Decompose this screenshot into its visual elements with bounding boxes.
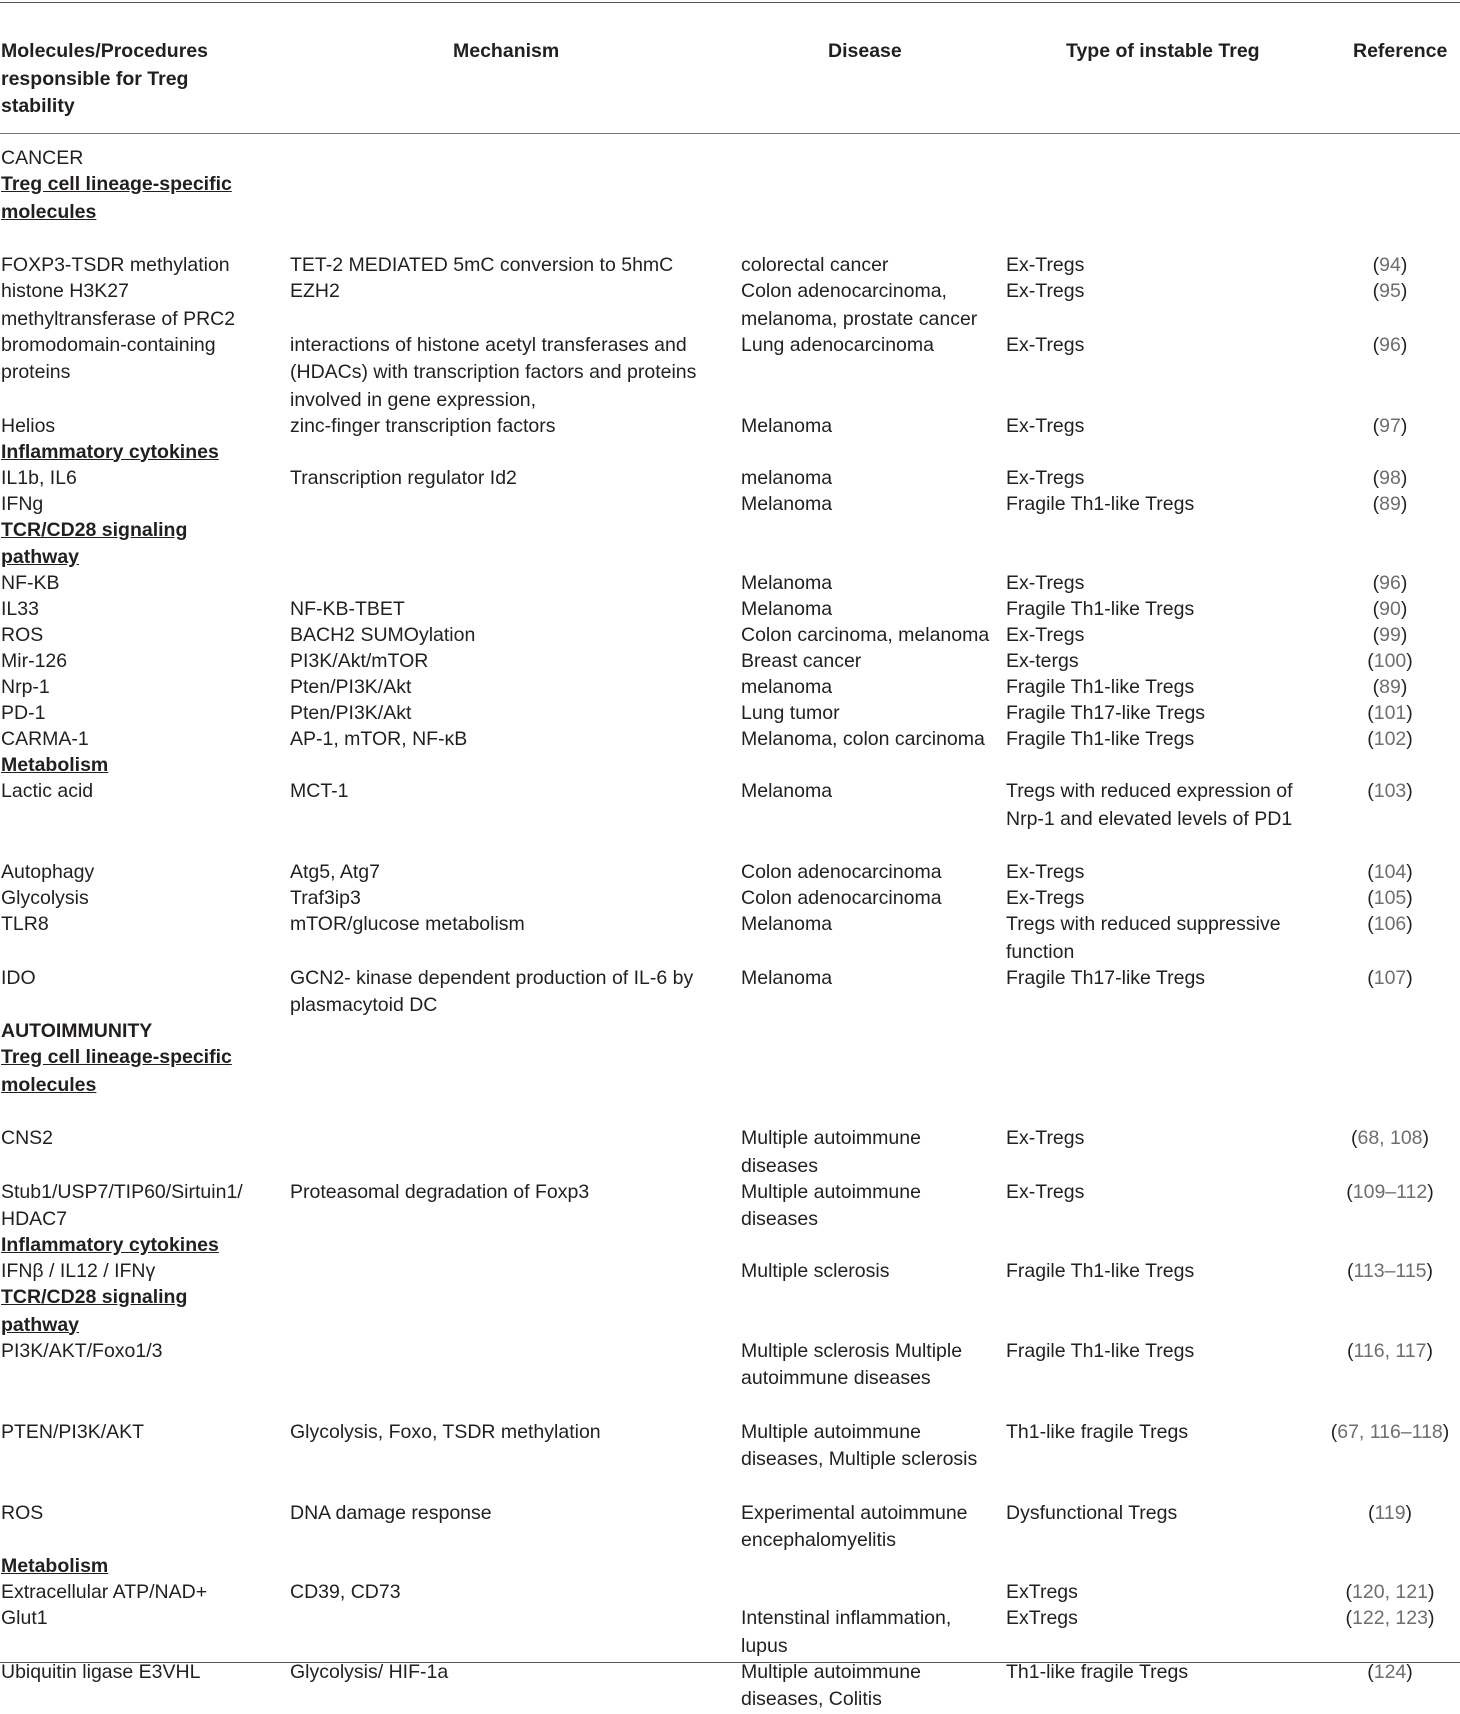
heading-text: CANCER <box>1 147 84 169</box>
paren: ( <box>1372 676 1380 698</box>
table-row <box>0 885 1460 913</box>
paren: ) <box>1400 414 1408 437</box>
cell-treg-type: Ex-Tregs <box>1006 333 1085 356</box>
cell-treg-type: ExTregs <box>1006 1581 1078 1603</box>
cell-treg-type: Tregs with reduced expression of Nrp-1 and elevated levels of PD1 <box>1006 780 1293 830</box>
subsection-heading <box>0 171 1460 254</box>
cell-treg-type: Fragile Th1-like Tregs <box>1006 1339 1195 1362</box>
cell-disease: Breast cancer <box>741 650 862 672</box>
paren: ) <box>1427 1581 1435 1603</box>
heading-text: Inflammatory cytokines <box>1 1234 219 1256</box>
cell-disease: Colon adenocarcinoma, melanoma, prostate cancer <box>741 280 978 330</box>
cell-disease: Intenstinal inflammation, lupus <box>741 1607 952 1657</box>
cell-disease: Colon adenocarcinoma <box>741 887 942 909</box>
cell-reference <box>1320 965 1460 993</box>
paren: ( <box>1346 1339 1354 1362</box>
cell-molecule: Lactic acid <box>1 780 94 802</box>
reference-numbers: 120, 121 <box>1352 1581 1428 1603</box>
cell-mechanism: GCN2- kinase dependent production of IL-6 by plasmacytoid DC <box>290 966 694 1016</box>
cell-treg-type: Fragile Th1-like Tregs <box>1006 598 1195 620</box>
cell-disease: Multiple sclerosis Multiple autoimmune diseases <box>741 1339 963 1389</box>
cell-reference <box>1320 1579 1460 1607</box>
heading-text: Treg cell lineage-specific molecules <box>1 1046 232 1096</box>
reference-numbers: 119 <box>1374 1501 1406 1524</box>
cell-disease: Colon carcinoma, melanoma <box>741 624 990 646</box>
cell-disease: Experimental autoimmune encephalomyelitis <box>741 1501 968 1551</box>
cell-mechanism: Glycolysis, Foxo, TSDR methylation <box>290 1420 601 1443</box>
reference-numbers: 96 <box>1379 333 1401 356</box>
paren: ) <box>1406 861 1413 883</box>
cell-treg-type: Fragile Th1-like Tregs <box>1006 728 1195 750</box>
subsection-heading <box>0 1553 1460 1581</box>
cell-reference <box>1320 1419 1460 1447</box>
paren: ( <box>1372 624 1380 646</box>
table-row <box>0 278 1460 333</box>
table-row <box>0 726 1460 754</box>
reference-numbers: 89 <box>1379 676 1401 698</box>
cell-reference <box>1320 1500 1460 1528</box>
cell-reference <box>1320 465 1460 493</box>
cell-mechanism: Traf3ip3 <box>290 887 361 909</box>
cell-reference <box>1320 278 1460 306</box>
table-row <box>0 700 1460 728</box>
cell-mechanism: CD39, CD73 <box>290 1581 401 1603</box>
paren: ( <box>1372 333 1380 356</box>
cell-molecule: PD-1 <box>1 702 46 724</box>
cell-disease: Multiple autoimmune diseases <box>741 1127 921 1177</box>
cell-mechanism: mTOR/glucose metabolism <box>290 913 525 935</box>
paren: ) <box>1405 1501 1413 1524</box>
cell-molecule: PTEN/PI3K/AKT <box>1 1420 145 1443</box>
paren: ( <box>1367 913 1374 935</box>
paren: ) <box>1406 887 1413 909</box>
header-molecules: Molecules/Procedures responsible for Treg stability <box>1 40 208 117</box>
cell-disease: Multiple autoimmune diseases, Colitis <box>741 1660 921 1710</box>
table-row <box>0 778 1460 861</box>
header-mechanism: Mechanism <box>453 40 560 62</box>
section-heading <box>0 145 1460 173</box>
paren: ) <box>1406 702 1413 724</box>
cell-reference <box>1320 1258 1460 1286</box>
cell-molecule: Nrp-1 <box>1 676 50 698</box>
cell-treg-type: Ex-Tregs <box>1006 280 1085 302</box>
cell-mechanism: NF-KB-TBET <box>290 598 405 620</box>
reference-numbers: 124 <box>1373 1660 1407 1683</box>
paren: ( <box>1330 1420 1338 1443</box>
heading-text: TCR/CD28 signaling pathway <box>1 1286 188 1336</box>
cell-disease: Melanoma <box>741 492 833 515</box>
table-row <box>0 965 1460 1020</box>
cell-treg-type: Ex-Tregs <box>1006 1180 1085 1203</box>
table-row <box>0 332 1460 415</box>
reference-numbers: 89 <box>1379 492 1401 515</box>
table-row <box>0 648 1460 676</box>
table-row <box>0 491 1460 519</box>
cell-molecule: IDO <box>1 966 36 989</box>
cell-treg-type: Th1-like fragile Tregs <box>1006 1660 1189 1683</box>
paren: ( <box>1372 254 1380 276</box>
table-row <box>0 1338 1460 1421</box>
paren: ( <box>1372 466 1380 489</box>
paren: ( <box>1350 1127 1358 1149</box>
table-row <box>0 622 1460 650</box>
reference-numbers: 96 <box>1379 572 1401 594</box>
heading-text: TCR/CD28 signaling pathway <box>1 518 188 568</box>
paren: ) <box>1426 1260 1434 1282</box>
cell-molecule: FOXP3-TSDR methylation <box>1 254 230 276</box>
cell-mechanism: Transcription regulator Id2 <box>290 466 517 489</box>
table-row <box>0 1419 1460 1502</box>
paren: ) <box>1406 780 1413 802</box>
reference-numbers: 97 <box>1379 414 1401 437</box>
cell-molecule: bromodomain-containing proteins <box>1 333 216 383</box>
cell-disease: Melanoma <box>741 913 833 935</box>
heading-text: Inflammatory cytokines <box>1 440 219 463</box>
cell-disease: Melanoma, colon carcinoma <box>741 728 985 750</box>
cell-reference <box>1320 1125 1460 1153</box>
paren: ) <box>1406 913 1413 935</box>
cell-reference <box>1320 1338 1460 1366</box>
cell-disease: Melanoma <box>741 966 833 989</box>
cell-mechanism: AP-1, mTOR, NF-κB <box>290 728 468 750</box>
table-row <box>0 1605 1460 1660</box>
cell-molecule: Ubiquitin ligase E3VHL <box>1 1660 201 1683</box>
cell-treg-type: Fragile Th1-like Tregs <box>1006 1260 1195 1282</box>
paren: ) <box>1400 333 1408 356</box>
cell-reference <box>1320 413 1460 441</box>
cell-disease: melanoma <box>741 466 833 489</box>
heading-text: Treg cell lineage-specific molecules <box>1 173 232 223</box>
paren: ) <box>1406 1660 1413 1683</box>
header-reference: Reference <box>1353 40 1448 62</box>
paren: ( <box>1367 650 1374 672</box>
cell-molecule: Extracellular ATP/NAD+ <box>1 1581 208 1603</box>
cell-molecule: Glut1 <box>1 1607 48 1629</box>
cell-disease: Multiple sclerosis <box>741 1260 890 1282</box>
paren: ( <box>1367 1501 1375 1524</box>
cell-mechanism: PI3K/Akt/mTOR <box>290 650 429 672</box>
cell-disease: Melanoma <box>741 414 833 437</box>
cell-molecule: Stub1/USP7/TIP60/Sirtuin1/ HDAC7 <box>1 1180 243 1230</box>
table-row <box>0 1258 1460 1286</box>
cell-reference <box>1320 1605 1460 1633</box>
paren: ( <box>1367 702 1374 724</box>
cell-molecule: NF-KB <box>1 572 60 594</box>
cell-treg-type: Ex-Tregs <box>1006 572 1085 594</box>
paren: ( <box>1372 572 1380 594</box>
subsection-heading <box>0 517 1460 572</box>
cell-mechanism: DNA damage response <box>290 1501 492 1524</box>
cell-reference <box>1320 726 1460 754</box>
paren: ) <box>1400 572 1408 594</box>
paren: ) <box>1400 492 1408 515</box>
cell-reference <box>1320 332 1460 360</box>
paren: ) <box>1400 598 1408 620</box>
paren: ( <box>1345 1607 1353 1629</box>
cell-molecule: CNS2 <box>1 1127 54 1149</box>
paren: ) <box>1400 676 1408 698</box>
table-row <box>0 570 1460 598</box>
cell-reference <box>1320 911 1460 939</box>
subsection-heading <box>0 439 1460 467</box>
cell-mechanism: Pten/PI3K/Akt <box>290 702 412 724</box>
reference-numbers: 95 <box>1379 280 1401 302</box>
paren: ) <box>1427 1607 1435 1629</box>
cell-disease: Multiple autoimmune diseases, Multiple sclerosis <box>741 1420 978 1470</box>
paren: ( <box>1367 728 1374 750</box>
subsection-heading <box>0 1284 1460 1339</box>
cell-treg-type: Th1-like fragile Tregs <box>1006 1420 1189 1443</box>
cell-treg-type: Fragile Th1-like Tregs <box>1006 676 1195 698</box>
cell-treg-type: Fragile Th1-like Tregs <box>1006 492 1195 515</box>
cell-disease: colorectal cancer <box>741 254 889 276</box>
cell-molecule: TLR8 <box>1 913 49 935</box>
paren: ) <box>1400 254 1408 276</box>
paren: ) <box>1406 650 1413 672</box>
cell-treg-type: Ex-Tregs <box>1006 466 1085 489</box>
cell-treg-type: Tregs with reduced suppressive function <box>1006 913 1281 963</box>
reference-numbers: 107 <box>1373 966 1407 989</box>
cell-disease: Lung tumor <box>741 702 840 724</box>
cell-mechanism: Glycolysis/ HIF-1a <box>290 1660 449 1683</box>
reference-numbers: 90 <box>1379 598 1401 620</box>
cell-mechanism: Pten/PI3K/Akt <box>290 676 412 698</box>
cell-molecule: IFNβ / IL12 / IFNγ <box>1 1260 156 1282</box>
paren: ( <box>1372 414 1380 437</box>
subsection-heading <box>0 1044 1460 1127</box>
cell-reference <box>1320 648 1460 676</box>
cell-disease: Multiple autoimmune diseases <box>741 1180 921 1230</box>
cell-treg-type: Fragile Th17-like Tregs <box>1006 966 1206 989</box>
cell-mechanism: MCT-1 <box>290 780 349 802</box>
table-row <box>0 1179 1460 1234</box>
paren: ( <box>1367 780 1374 802</box>
heading-text: Metabolism <box>1 1555 109 1577</box>
table-top-rule <box>0 2 1460 3</box>
cell-treg-type: Ex-Tregs <box>1006 1127 1085 1149</box>
header-type: Type of instable Treg <box>1066 40 1260 62</box>
cell-reference <box>1320 1179 1460 1207</box>
cell-molecule: ROS <box>1 624 44 646</box>
paren: ( <box>1346 1180 1353 1203</box>
paren: ( <box>1367 887 1374 909</box>
cell-molecule: Helios <box>1 414 56 437</box>
cell-disease: Melanoma <box>741 780 833 802</box>
cell-treg-type: Fragile Th17-like Tregs <box>1006 702 1206 724</box>
cell-molecule: Autophagy <box>1 861 95 883</box>
table-bottom-rule <box>0 1662 1460 1663</box>
reference-numbers: 122, 123 <box>1352 1607 1428 1629</box>
reference-numbers: 101 <box>1373 702 1407 724</box>
cell-treg-type: Ex-Tregs <box>1006 254 1085 276</box>
cell-reference <box>1320 491 1460 519</box>
cell-reference <box>1320 596 1460 624</box>
reference-numbers: 103 <box>1373 780 1407 802</box>
subsection-heading <box>0 752 1460 780</box>
paren: ( <box>1372 598 1380 620</box>
cell-mechanism: BACH2 SUMOylation <box>290 624 476 646</box>
table-row <box>0 1659 1460 1714</box>
reference-numbers: 105 <box>1373 887 1407 909</box>
paren: ( <box>1372 492 1380 515</box>
heading-text: Metabolism <box>1 754 109 776</box>
cell-molecule: IFNg <box>1 492 44 515</box>
cell-treg-type: Ex-Tregs <box>1006 414 1085 437</box>
cell-disease: Melanoma <box>741 572 833 594</box>
paren: ( <box>1346 1260 1354 1282</box>
cell-molecule: Mir-126 <box>1 650 68 672</box>
cell-disease: melanoma <box>741 676 833 698</box>
table-row <box>0 413 1460 441</box>
paren: ( <box>1367 1660 1374 1683</box>
reference-numbers: 116, 117 <box>1353 1339 1427 1362</box>
cell-mechanism: Proteasomal degradation of Foxp3 <box>290 1180 590 1203</box>
cell-mechanism: zinc-finger transcription factors <box>290 414 556 437</box>
header-rule <box>0 133 1460 134</box>
cell-reference <box>1320 252 1460 280</box>
table-row <box>0 252 1460 280</box>
cell-treg-type: ExTregs <box>1006 1607 1078 1629</box>
cell-molecule: histone H3K27 methyltransferase of PRC2 <box>1 280 236 330</box>
cell-reference <box>1320 859 1460 887</box>
cell-reference <box>1320 570 1460 598</box>
paren: ) <box>1422 1127 1430 1149</box>
cell-mechanism: interactions of histone acetyl transferases and (HDACs) with transcription factors and proteins involved in gene expression, <box>290 333 697 411</box>
table-row <box>0 1125 1460 1180</box>
header-disease: Disease <box>828 40 902 62</box>
reference-numbers: 104 <box>1373 861 1407 883</box>
cell-reference <box>1320 778 1460 806</box>
cell-reference <box>1320 885 1460 913</box>
paren: ) <box>1400 466 1408 489</box>
cell-treg-type: Ex-Tregs <box>1006 861 1085 883</box>
subsection-heading <box>0 1232 1460 1260</box>
cell-molecule: Glycolysis <box>1 887 89 909</box>
table-row <box>0 596 1460 624</box>
table-row <box>0 911 1460 966</box>
paren: ( <box>1372 280 1380 302</box>
cell-disease: Lung adenocarcinoma <box>741 333 934 356</box>
cell-molecule: IL1b, IL6 <box>1 466 77 489</box>
heading-text: AUTOIMMUNITY <box>1 1020 153 1042</box>
table-row <box>0 1500 1460 1555</box>
cell-molecule: IL33 <box>1 598 39 620</box>
section-heading <box>0 1018 1460 1046</box>
table-row <box>0 859 1460 887</box>
reference-numbers: 67, 116–118 <box>1337 1420 1443 1443</box>
reference-numbers: 100 <box>1373 650 1407 672</box>
cell-treg-type: Ex-tergs <box>1006 650 1079 672</box>
cell-treg-type: Ex-Tregs <box>1006 887 1085 909</box>
paren: ( <box>1345 1581 1353 1603</box>
cell-molecule: ROS <box>1 1501 44 1524</box>
cell-molecule: PI3K/AKT/Foxo1/3 <box>1 1339 163 1362</box>
cell-treg-type: Dysfunctional Tregs <box>1006 1501 1178 1524</box>
cell-reference <box>1320 622 1460 650</box>
reference-numbers: 98 <box>1379 466 1401 489</box>
paren: ) <box>1442 1420 1450 1443</box>
paren: ) <box>1400 624 1408 646</box>
reference-numbers: 102 <box>1373 728 1407 750</box>
reference-numbers: 68, 108 <box>1357 1127 1423 1149</box>
reference-numbers: 113–115 <box>1353 1260 1427 1282</box>
reference-numbers: 94 <box>1379 254 1401 276</box>
reference-numbers: 109–112 <box>1352 1180 1428 1203</box>
paren: ) <box>1427 1180 1434 1203</box>
cell-mechanism: TET-2 MEDIATED 5mC conversion to 5hmC <box>290 254 674 276</box>
cell-treg-type: Ex-Tregs <box>1006 624 1085 646</box>
table-row <box>0 674 1460 702</box>
paren: ) <box>1400 280 1408 302</box>
reference-numbers: 106 <box>1373 913 1407 935</box>
paren: ( <box>1367 861 1374 883</box>
cell-disease: Colon adenocarcinoma <box>741 861 942 883</box>
reference-numbers: 99 <box>1379 624 1401 646</box>
cell-disease: Melanoma <box>741 598 833 620</box>
paren: ) <box>1406 728 1413 750</box>
cell-reference <box>1320 700 1460 728</box>
cell-mechanism: EZH2 <box>290 280 340 302</box>
paren: ) <box>1406 966 1413 989</box>
cell-mechanism: Atg5, Atg7 <box>290 861 380 883</box>
table-row <box>0 1579 1460 1607</box>
cell-reference <box>1320 674 1460 702</box>
paren: ) <box>1426 1339 1433 1362</box>
paren: ( <box>1367 966 1374 989</box>
table-row <box>0 465 1460 493</box>
cell-molecule: CARMA-1 <box>1 728 89 750</box>
